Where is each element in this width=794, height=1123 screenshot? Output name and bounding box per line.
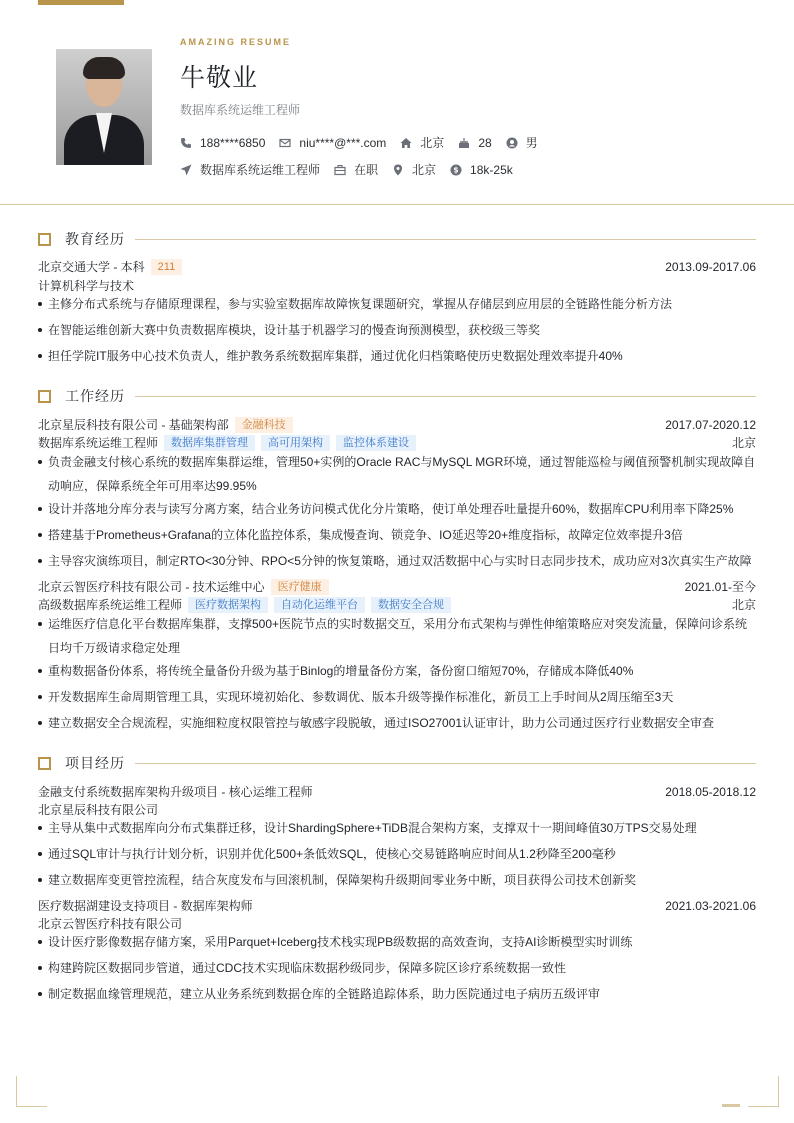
- money-icon: [450, 164, 462, 176]
- work-heading: 工作经历: [65, 388, 125, 404]
- candidate-title: 数据库系统运维工程师: [180, 103, 301, 117]
- corner-decoration-right: [748, 1076, 779, 1107]
- project-date: 2018.05-2018.12: [665, 784, 756, 799]
- project-section-header: [38, 755, 756, 771]
- project-title-row: [38, 897, 756, 914]
- project-bullet: 构建跨院区数据同步管道，通过CDC技术实现临床数据秒级同步，保障多院区诊疗系统数据一致性: [38, 956, 756, 980]
- candidate-name: 牛敬业: [180, 64, 259, 92]
- project-heading: 项目经历: [65, 755, 125, 771]
- job-industry-tag: 医疗健康: [271, 579, 329, 595]
- job-bullet: 搭建基于Prometheus+Grafana的立体化监控体系，集成慢查询、锁竞争、IO延迟等20+维度指标，故障定位效率提升3倍: [38, 523, 756, 547]
- send-icon: [180, 164, 192, 176]
- job-bullet: 运维医疗信息化平台数据库集群，支撑500+医院节点的实时数据交互，采用分布式架构与弹性伸缩策略应对突发流量，保障问诊系统日均千万级请求稳定处理: [38, 612, 756, 660]
- home-icon: [400, 137, 412, 149]
- project-bullet: 主导从集中式数据库向分布式集群迁移，设计ShardingSphere+TiDB混合架构方案，支撑双十一期间峰值30万TPS交易处理: [38, 816, 756, 840]
- contact-row: [180, 134, 552, 151]
- svg-text:$: $: [453, 165, 459, 175]
- job-date: 2021.01-至今: [684, 580, 756, 594]
- age-text: 28: [478, 135, 492, 150]
- city-text: 北京: [420, 136, 445, 150]
- project-title-row: [38, 783, 756, 800]
- age-info: [458, 136, 491, 150]
- user-circle-icon: [506, 137, 518, 149]
- section-square-icon: [38, 233, 51, 246]
- education-bullet: 担任学院IT服务中心技术负责人，维护教务系统数据库集群，通过优化归档策略使历史数据处理效率提升40%: [38, 344, 756, 368]
- job-intent-row: [180, 161, 527, 178]
- education-major: 计算机科学与技术: [38, 279, 135, 293]
- cake-icon: [458, 137, 470, 149]
- skill-tag: 监控体系建设: [336, 435, 416, 451]
- job-bullet: 主导容灾演练项目，制定RTO<30分钟、RPO<5分钟的恢复策略，通过双活数据中心与实时日志同步技术，成功应对3次真实生产故障: [38, 549, 756, 573]
- phone-icon: [180, 137, 192, 149]
- section-square-icon: [38, 757, 51, 770]
- project-bullet: 建立数据库变更管控流程，结合灰度发布与回滚机制，保障架构升级期间零业务中断，项目获得公司技术创新奖: [38, 868, 756, 892]
- job-company: 北京云智医疗科技有限公司 - 技术运维中心: [38, 580, 265, 594]
- project-name: 医疗数据湖建设支持项目 - 数据库架构师: [38, 899, 253, 913]
- work-section-header: [38, 388, 756, 404]
- skill-tag: 数据安全合规: [371, 597, 451, 613]
- job-company-row: [38, 416, 756, 433]
- salary-text: 18k-25k: [470, 162, 513, 177]
- skill-tag: 自动化运维平台: [274, 597, 365, 613]
- project-org: 北京云智医疗科技有限公司: [38, 917, 183, 931]
- job-date: 2017.07-2020.12: [665, 417, 756, 432]
- job-location: 北京: [731, 436, 756, 450]
- status-info: [334, 161, 378, 178]
- school-tag: 211: [151, 259, 183, 275]
- skill-tag: 数据库集群管理: [164, 435, 255, 451]
- job-role: 高级数据库系统运维工程师: [38, 598, 183, 612]
- target-city-text: 北京: [412, 163, 437, 177]
- location-pin-icon: [392, 164, 404, 176]
- job-bullet: 建立数据安全合规流程，实施细粒度权限管控与敏感字段脱敏，通过ISO27001认证审计，助力公司通过医疗行业数据安全审查: [38, 711, 756, 735]
- project-bullet: 制定数据血缘管理规范，建立从业务系统到数据仓库的全链路追踪体系，助力医院通过电子病历五级评审: [38, 982, 756, 1006]
- project-org: 北京星辰科技有限公司: [38, 803, 159, 817]
- job-bullet: 设计并落地分库分表与读写分离方案，结合业务访问模式优化分片策略，使订单处理吞吐量提升60%，数据库CPU利用率下降25%: [38, 497, 756, 521]
- job-bullet: 开发数据库生命周期管理工具，实现环境初始化、参数调优、版本升级等操作标准化，新员工上手时间从2周压缩至3天: [38, 685, 756, 709]
- job-company-row: [38, 578, 756, 595]
- corner-decoration-left: [16, 1076, 47, 1107]
- resume-header: [0, 0, 794, 205]
- job-role: 数据库系统运维工程师: [38, 436, 159, 450]
- email-info: [279, 136, 386, 150]
- section-square-icon: [38, 390, 51, 403]
- education-date: 2013.09-2017.06: [665, 259, 756, 274]
- job-location: 北京: [731, 598, 756, 612]
- job-role-row: [38, 596, 756, 613]
- project-bullet: 通过SQL审计与执行计划分析，识别并优化500+条低效SQL，使核心交易链路响应时间从1.2秒降至200毫秒: [38, 842, 756, 866]
- education-school-row: [38, 258, 756, 275]
- job-company: 北京星辰科技有限公司 - 基础架构部: [38, 418, 229, 432]
- job-role-row: [38, 434, 756, 451]
- job-bullet: 重构数据备份体系，将传统全量备份升级为基于Binlog的增量备份方案，备份窗口缩短70%，存储成本降低40%: [38, 659, 756, 683]
- profile-photo: [56, 49, 152, 165]
- job-industry-tag: 金融科技: [235, 417, 293, 433]
- target-city-info: [392, 161, 436, 178]
- job-bullet: 负责金融支付核心系统的数据库集群运维，管理50+实例的Oracle RAC与MySQL MGR环境，通过智能巡检与阈值预警机制实现故障自动响应，保障系统全年可用率达99.95%: [38, 450, 756, 498]
- salary-info: [450, 163, 513, 177]
- education-heading: 教育经历: [65, 231, 125, 247]
- gender-text: 男: [525, 136, 538, 150]
- education-section-header: [38, 231, 756, 247]
- city-info: [400, 134, 444, 151]
- email-text: niu****@***.com: [299, 135, 387, 150]
- target-position-info: [180, 161, 320, 178]
- resume-tagline: AMAZING RESUME: [180, 37, 291, 47]
- project-name: 金融支付系统数据库架构升级项目 - 核心运维工程师: [38, 785, 313, 799]
- briefcase-icon: [334, 164, 346, 176]
- school-name: 北京交通大学 - 本科: [38, 260, 145, 274]
- skill-tag: 高可用架构: [261, 435, 330, 451]
- education-bullet: 主修分布式系统与存储原理课程，参与实验室数据库故障恢复课题研究，掌握从存储层到应用层的全链路性能分析方法: [38, 292, 756, 316]
- bottom-accent-dash: [722, 1104, 740, 1107]
- project-date: 2021.03-2021.06: [665, 898, 756, 913]
- education-bullet: 在智能运维创新大赛中负责数据库模块，设计基于机器学习的慢查询预测模型，获校级三等奖: [38, 318, 756, 342]
- mail-icon: [279, 137, 291, 149]
- skill-tag: 医疗数据架构: [188, 597, 268, 613]
- status-text: 在职: [354, 163, 379, 177]
- phone-text: 188****6850: [200, 135, 266, 150]
- phone-info: [180, 136, 265, 150]
- target-position-text: 数据库系统运维工程师: [200, 163, 321, 177]
- project-bullet: 设计医疗影像数据存储方案，采用Parquet+Iceberg技术栈实现PB级数据的高效查询，支持AI诊断模型实时训练: [38, 930, 756, 954]
- gender-info: [506, 134, 538, 151]
